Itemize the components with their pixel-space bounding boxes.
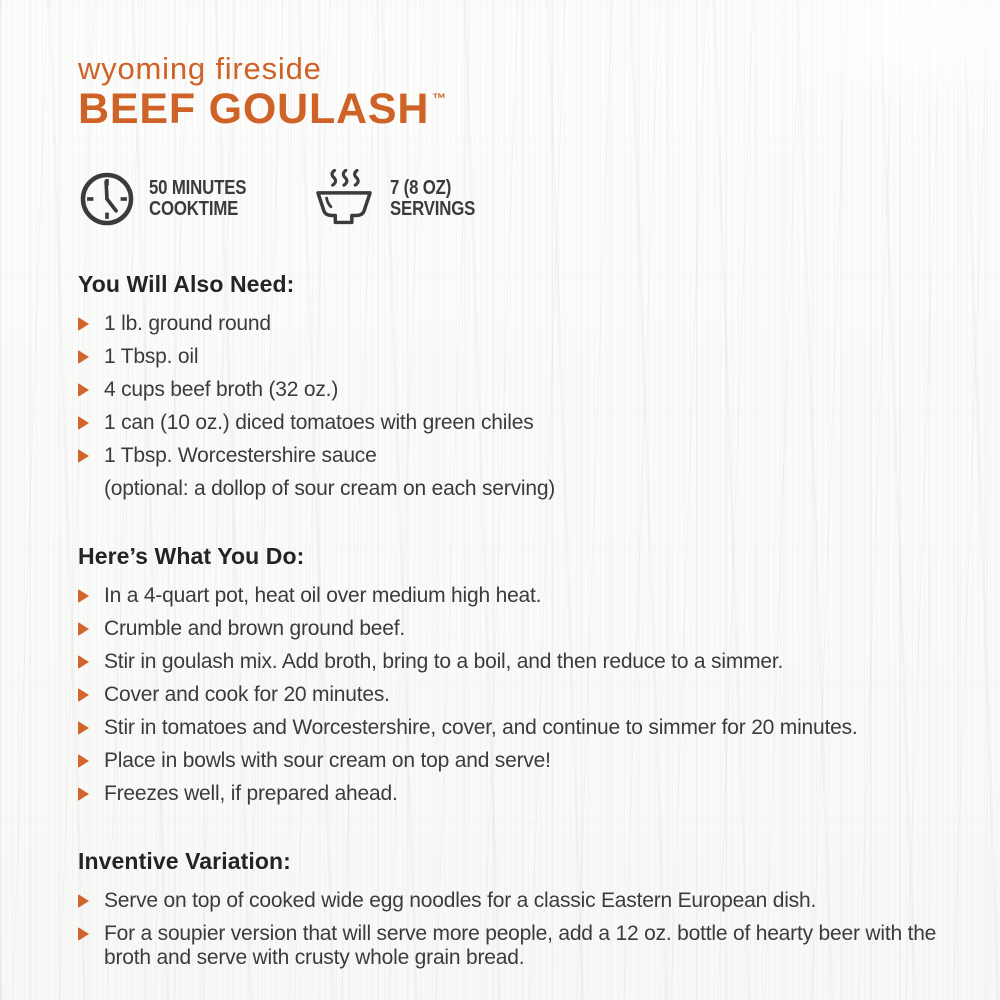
cooktime-label (149, 178, 246, 220)
list-item (78, 782, 950, 806)
list-item (78, 650, 950, 674)
list-item (78, 411, 950, 435)
cooktime-line2: COOKTIME (149, 198, 239, 220)
variation-section (78, 848, 964, 970)
servings-line1: 7 (8 OZ) (389, 177, 452, 199)
bullet-triangle-icon (78, 688, 89, 702)
trademark-symbol: ™ (432, 90, 447, 106)
clock-icon (78, 170, 136, 228)
ingredient-text: 1 lb. ground round (104, 312, 271, 335)
list-item (78, 378, 950, 402)
ingredients-section (78, 271, 964, 501)
servings-label (390, 178, 475, 220)
bullet-triangle-icon (78, 655, 89, 669)
servings-line2: SERVINGS (389, 198, 475, 220)
instructions-section (78, 543, 964, 806)
recipe-title (78, 87, 964, 140)
cooktime-info (78, 170, 265, 228)
list-item (78, 345, 950, 369)
list-item (78, 683, 950, 707)
variation-text: Serve on top of cooked wide egg noodles for a classic Eastern European dish. (104, 889, 817, 912)
step-text: Cover and cook for 20 minutes. (104, 683, 390, 706)
ingredient-text: 1 Tbsp. oil (104, 345, 199, 368)
bullet-triangle-icon (78, 350, 89, 364)
list-item (78, 444, 950, 468)
recipe-meta-row (78, 169, 964, 229)
bullet-triangle-icon (78, 721, 89, 735)
recipe-card (78, 52, 964, 979)
bullet-triangle-icon (78, 927, 89, 941)
bullet-triangle-icon (78, 416, 89, 430)
steaming-bowl-icon (311, 169, 377, 229)
step-text: Freezes well, if prepared ahead. (104, 782, 398, 805)
servings-info (311, 169, 491, 229)
cooktime-line1: 50 MINUTES (149, 177, 247, 199)
optional-note: (optional: a dollop of sour cream on each serving) (104, 477, 556, 500)
step-text: Stir in tomatoes and Worcestershire, cover, and continue to simmer for 20 minutes. (104, 716, 858, 739)
list-item (78, 716, 950, 740)
bullet-triangle-icon (78, 317, 89, 331)
step-text: Place in bowls with sour cream on top and serve! (104, 749, 551, 772)
ingredient-text: 1 can (10 oz.) diced tomatoes with green chiles (104, 411, 534, 434)
list-item (78, 749, 950, 773)
step-text: In a 4-quart pot, heat oil over medium high heat. (104, 584, 542, 607)
list-item (78, 584, 950, 608)
bullet-triangle-icon (78, 894, 89, 908)
bullet-triangle-icon (78, 754, 89, 768)
bullet-triangle-icon (78, 589, 89, 603)
recipe-subtitle: wyoming fireside (78, 51, 322, 86)
step-text: Stir in goulash mix. Add broth, bring to a boil, and then reduce to a simmer. (104, 650, 784, 673)
ingredients-heading: You Will Also Need: (78, 271, 295, 297)
variation-list (78, 889, 964, 970)
bullet-triangle-icon (78, 787, 89, 801)
instructions-heading: Here’s What You Do: (78, 543, 305, 569)
ingredients-list (78, 312, 964, 468)
list-item (78, 617, 950, 641)
bullet-triangle-icon (78, 449, 89, 463)
step-text: Crumble and brown ground beef. (104, 617, 406, 640)
list-item (78, 889, 950, 913)
list-item (78, 922, 950, 970)
bullet-triangle-icon (78, 622, 89, 636)
recipe-title-text: BEEF GOULASH (78, 85, 430, 133)
instructions-list (78, 584, 964, 806)
variation-heading: Inventive Variation: (78, 848, 291, 874)
ingredient-text: 1 Tbsp. Worcestershire sauce (104, 444, 377, 467)
bullet-triangle-icon (78, 383, 89, 397)
variation-text: For a soupier version that will serve more people, add a 12 oz. bottle of hearty beer with the broth and serve with crusty whole grain bread. (104, 922, 937, 969)
list-item (78, 312, 950, 336)
ingredient-text: 4 cups beef broth (32 oz.) (104, 378, 339, 401)
